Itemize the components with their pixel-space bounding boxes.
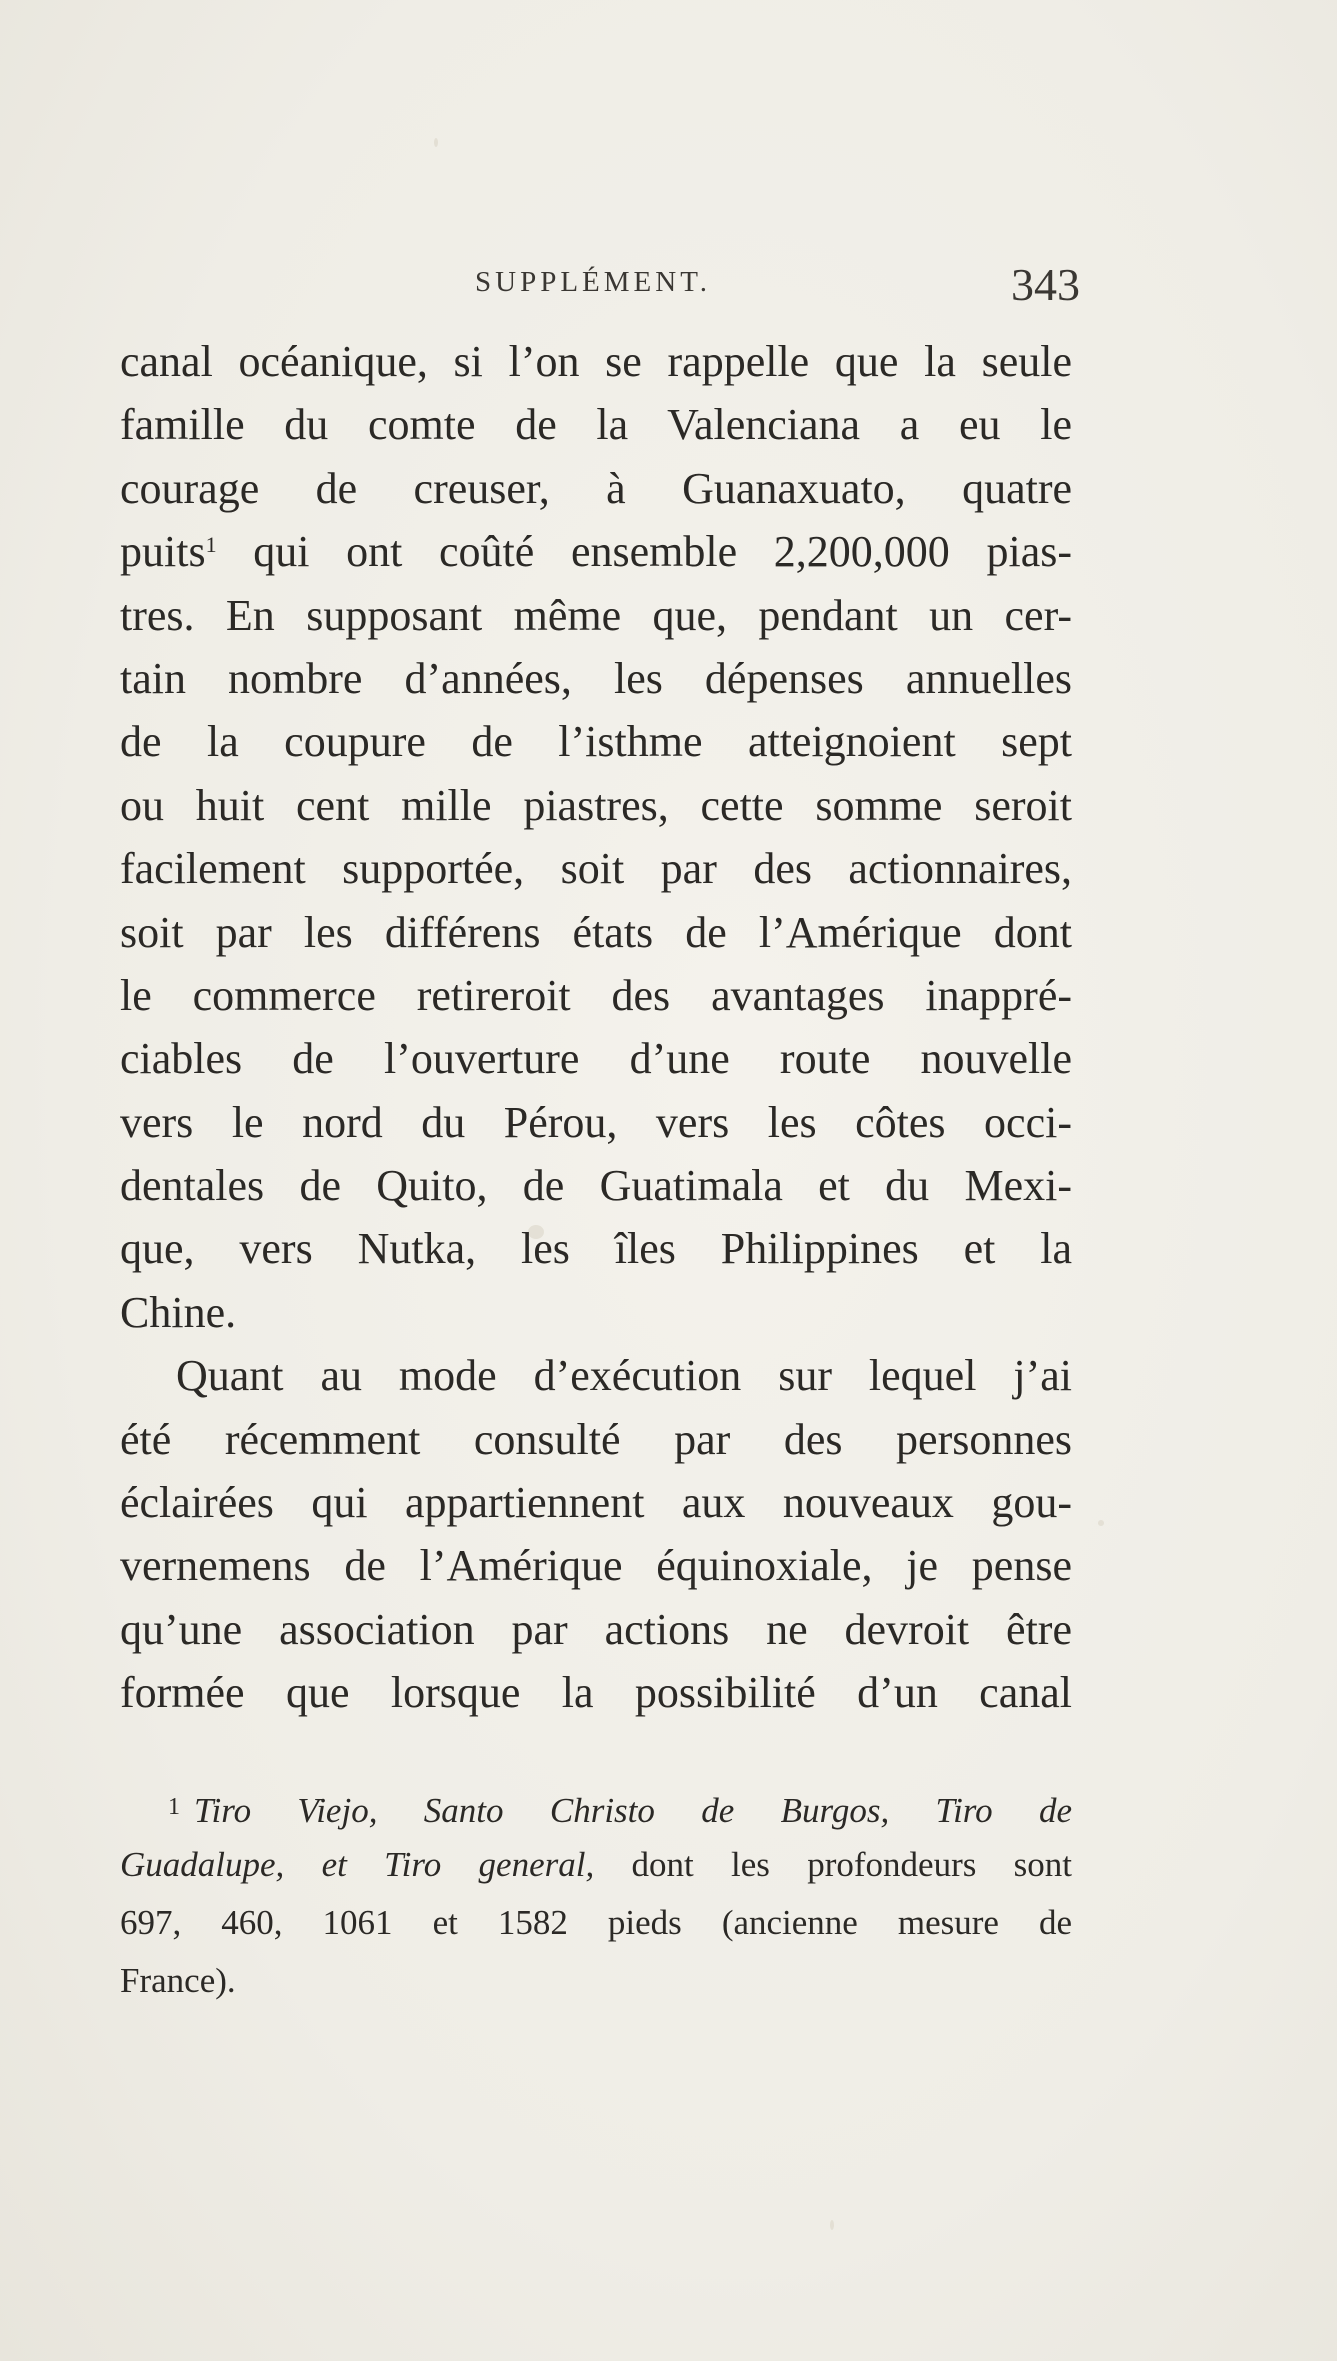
text-line: canal océanique, si l’on se rappelle que la seule xyxy=(120,337,1072,386)
text-line: été récemment consulté par des personnes xyxy=(120,1414,1072,1464)
main-text xyxy=(120,330,1072,1725)
footnote-reference: 1 xyxy=(205,532,217,558)
text-line: famille du comte de la Valenciana a eu le xyxy=(120,400,1072,450)
paper-speck xyxy=(1098,1520,1104,1526)
text-line: soit par les différens états de l’Amérique dont xyxy=(120,907,1072,957)
footnote-line: France). xyxy=(120,1961,236,2000)
footnote-text: dont les profondeurs sont xyxy=(594,1845,1072,1884)
paper-speck xyxy=(434,138,438,147)
footnote-italic-text: Guadalupe, et Tiro general, xyxy=(120,1845,595,1884)
text-line: que, vers Nutka, les îles Philippines et la xyxy=(120,1224,1072,1274)
text-line: vernemens de l’Amérique équinoxiale, je pense xyxy=(120,1541,1072,1591)
text-line xyxy=(120,520,1072,583)
footnote xyxy=(120,1778,1072,2010)
text-line: courage de creuser, à Guanaxuato, quatre xyxy=(120,463,1072,513)
text-line: éclairées qui appartiennent aux nouveaux gou- xyxy=(120,1478,1072,1528)
text-line: facilement supportée, soit par des actionnaires, xyxy=(120,844,1072,894)
running-head xyxy=(120,258,1080,308)
footnote-number: 1 xyxy=(168,1794,180,1820)
text-line: tain nombre d’années, les dépenses annuelles xyxy=(120,653,1072,703)
line-start-word: puits xyxy=(120,527,206,577)
text-line: qu’une association par actions ne devroit être xyxy=(120,1604,1072,1654)
text-line: vers le nord du Pérou, vers les côtes occi- xyxy=(120,1097,1072,1147)
footnote-italic-text: Tiro Viejo, Santo Christo de Burgos, Tiro de xyxy=(194,1791,1072,1830)
text-line: tres. En supposant même que, pendant un cer- xyxy=(120,590,1072,640)
footnote-line xyxy=(120,1778,1072,1836)
text-line: ou huit cent mille piastres, cette somme seroit xyxy=(120,780,1072,830)
text-line: ciables de l’ouverture d’une route nouvelle xyxy=(120,1034,1072,1084)
running-title: SUPPLÉMENT. xyxy=(475,266,712,298)
text-line: le commerce retireroit des avantages inappré- xyxy=(120,970,1072,1020)
footnote-line: 697, 460, 1061 et 1582 pieds (ancienne mesure de xyxy=(120,1903,1072,1942)
footnote-line xyxy=(120,1836,1072,1894)
text-line: formée que lorsque la possibilité d’un canal xyxy=(120,1668,1072,1718)
line-rest: qui ont coûté ensemble 2,200,000 pias- xyxy=(253,527,1072,577)
paragraph-start-line: Quant au mode d’exécution sur lequel j’ai xyxy=(176,1351,1072,1401)
page-number: 343 xyxy=(1011,259,1080,310)
text-line: dentales de Quito, de Guatimala et du Mexi- xyxy=(120,1161,1072,1211)
text-line: de la coupure de l’isthme atteignoient sept xyxy=(120,717,1072,767)
paper-speck xyxy=(830,2220,834,2230)
paragraph-end-line: Chine. xyxy=(120,1287,237,1337)
